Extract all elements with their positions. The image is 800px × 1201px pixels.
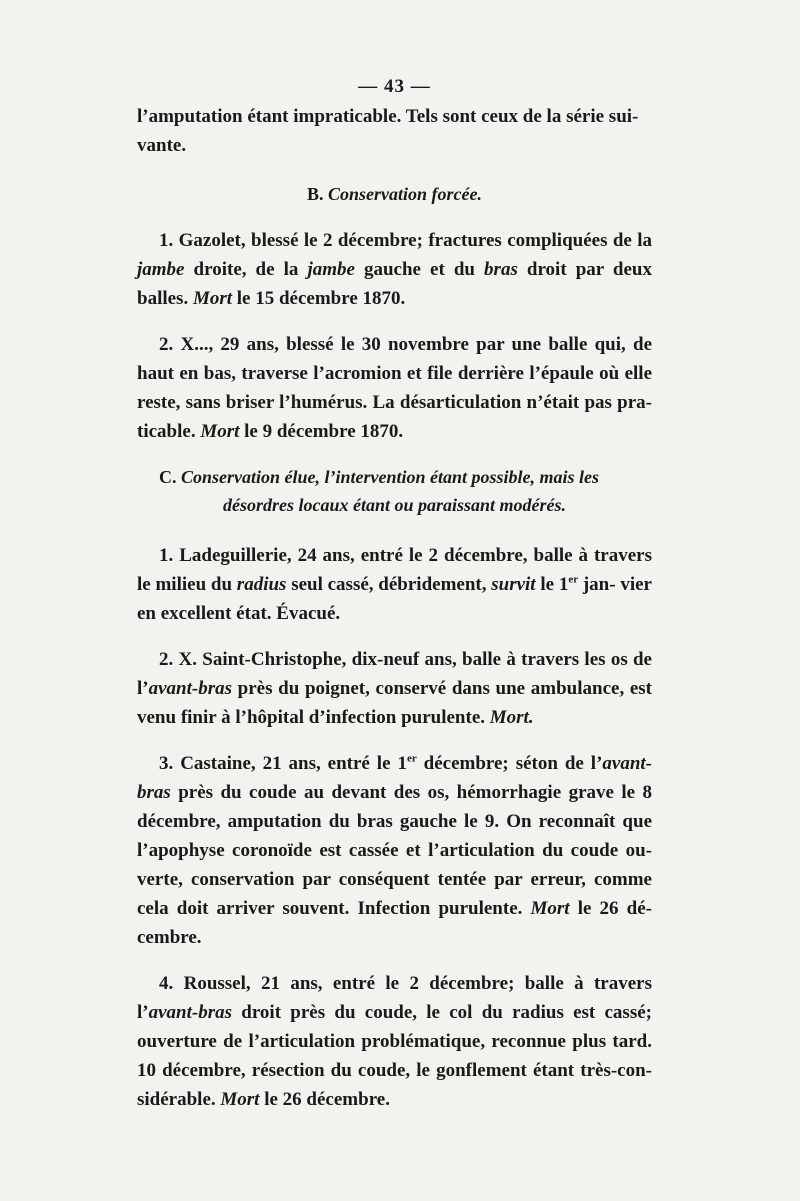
section-c-heading-line-1: Conservation élue, l’intervention étant possible, mais les [181, 467, 600, 487]
page-number: — 43 — [358, 76, 431, 97]
case-italic: jambe [307, 259, 355, 280]
case-italic: Mort [530, 898, 570, 919]
case-text: le milieu du [137, 574, 237, 595]
intro-line-1: l’amputation étant impraticable. Tels sont ceux de la série sui- [137, 106, 639, 127]
case-c3 [137, 749, 652, 952]
section-c-heading-line-2: désordres locaux étant ou paraissant modérés. [222, 495, 567, 515]
case-italic: Mort [220, 1089, 260, 1110]
case-text: le 15 décembre 1870. [232, 288, 406, 309]
case-text: jan- [578, 574, 616, 595]
case-number: 1. [159, 545, 174, 566]
page-content [137, 72, 652, 1131]
case-number: 1. [159, 230, 174, 251]
case-text: haut en bas, traverse l’acromion et file derrière l’épaule où elle [137, 363, 652, 384]
case-text: seul cassé, débridement, [286, 574, 492, 595]
case-italic: bras [484, 259, 518, 280]
case-text: près du coude au devant des os, hémorrhagie grave le [170, 782, 636, 803]
case-text: le 26 décembre. [259, 1089, 390, 1110]
case-text: le 1 [535, 574, 569, 595]
case-b2 [137, 330, 652, 446]
case-text: vier en excellent état. Évacué. [137, 574, 652, 624]
case-italic: bras [137, 782, 171, 803]
case-text: Roussel, 21 ans, entré le 2 décembre; balle à travers [183, 973, 653, 994]
section-c-letter: C. [159, 467, 177, 487]
case-italic: Mort [192, 288, 233, 309]
superscript: er [568, 573, 579, 586]
case-text: près du poignet, conservé dans une ambulance, est [232, 678, 652, 699]
section-c-title [137, 463, 652, 519]
case-text: le 26 dé- [569, 898, 652, 919]
case-text: X..., 29 ans, blessé le 30 novembre par une balle qui, de [180, 334, 652, 355]
case-number: 3. [159, 753, 174, 774]
case-text: cela doit arriver souvent. Infection purulente. [137, 898, 531, 919]
case-text: gauche et du [354, 259, 485, 280]
case-number: 4. [159, 973, 174, 994]
case-text: X. Saint-Christophe, dix-neuf ans, balle à travers les os de [178, 649, 652, 670]
case-text: venu finir à l’hôpital d’infection purulente. [137, 707, 490, 728]
case-text: le 9 décembre 1870. [239, 421, 404, 442]
case-italic: Mort. [489, 707, 534, 728]
case-c2 [137, 645, 652, 732]
case-text: ticable. [137, 421, 201, 442]
case-text: reste, sans briser l’humérus. La désarticulation n’était pas pra- [137, 392, 652, 413]
case-italic: jambe [137, 259, 185, 280]
case-italic: Mort [200, 421, 240, 442]
case-text: 8 décembre, amputation du bras gauche le 9. On reconnaît que [137, 782, 653, 832]
case-text: Castaine, 21 ans, entré le 1 [180, 753, 407, 774]
case-text: décembre; séton de l’ [416, 753, 603, 774]
case-text: droit près du coude, le col du radius est cassé; [232, 1002, 652, 1023]
case-text: cembre. [137, 927, 202, 948]
case-text: l’ [137, 1002, 149, 1023]
case-number: 2. [159, 334, 174, 355]
case-number: 2. [159, 649, 174, 670]
intro-line-2: vante. [137, 135, 187, 156]
case-italic: avant-bras [148, 678, 233, 699]
case-text: balles. [137, 288, 193, 309]
section-b-heading: Conservation forcée. [328, 184, 482, 204]
case-italic: radius [236, 574, 287, 595]
case-text: l’apophyse coronoïde est cassée et l’articulation du coude ou- [137, 840, 652, 861]
section-b-letter: B. [307, 184, 324, 204]
case-italic: survit [491, 574, 536, 595]
superscript: er [406, 752, 417, 765]
case-text: ouverture de l’articulation problématique, reconnue plus tard. [137, 1031, 652, 1052]
case-c4 [137, 969, 652, 1114]
case-text: sidérable. [137, 1089, 221, 1110]
case-b1 [137, 226, 652, 313]
case-italic: avant- [602, 753, 653, 774]
case-text: Gazolet, blessé le 2 décembre; fractures compliquées de [178, 230, 632, 251]
case-italic: avant-bras [148, 1002, 233, 1023]
intro-paragraph [137, 102, 652, 160]
section-b-title [137, 180, 652, 208]
case-text: droit par deux [517, 259, 652, 280]
case-text: 10 décembre, résection du coude, le gonflement étant très-con- [137, 1060, 652, 1081]
case-text: la [637, 230, 653, 251]
case-c1 [137, 541, 652, 628]
case-text: droite, de la [184, 259, 308, 280]
case-text: l’ [137, 678, 149, 699]
case-text: Ladeguillerie, 24 ans, entré le 2 décembre, balle à travers [179, 545, 652, 566]
case-text: verte, conservation par conséquent tentée par erreur, comme [137, 869, 652, 890]
